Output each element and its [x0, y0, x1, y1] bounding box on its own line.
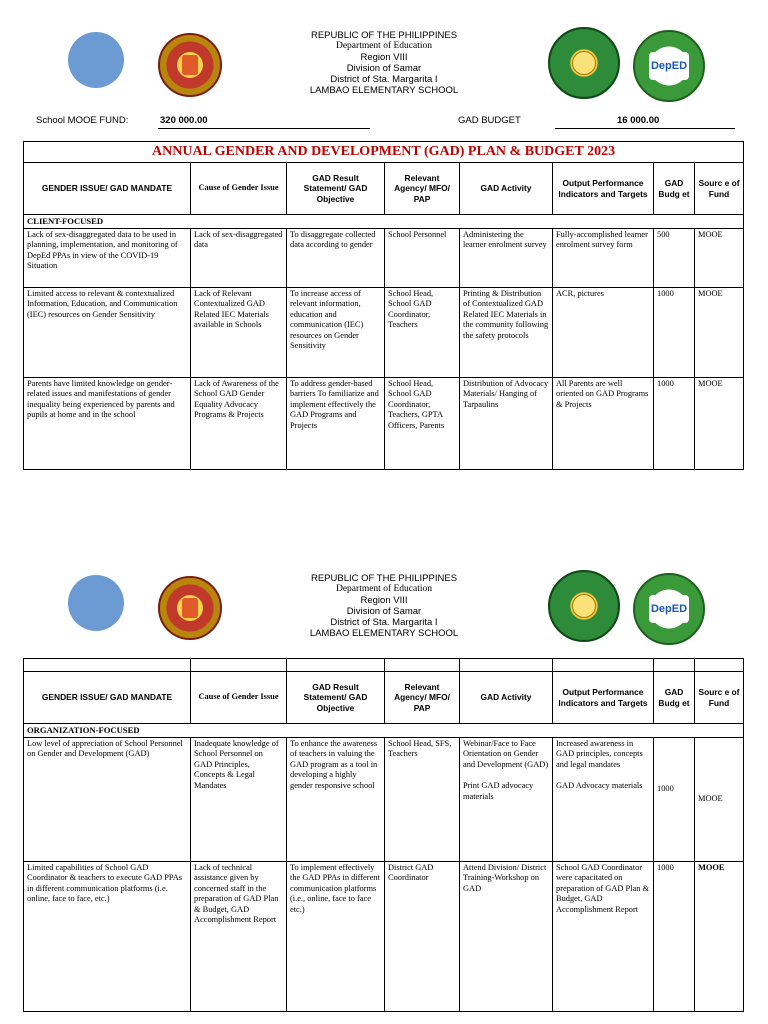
mooe-label: School MOOE FUND: [36, 115, 129, 126]
cell-agency: School Head, School GAD Coordinator, Teachers [385, 287, 460, 377]
cell-objective: To disaggregate collected data according to gender [287, 228, 385, 287]
cell-agency: District GAD Coordinator [385, 861, 460, 1011]
cell-issue: Low level of appreciation of School Personnel on Gender and Development (GAD) [24, 737, 191, 861]
cell-source: MOOE [695, 861, 744, 1011]
cell-cause: Lack of Awareness of the School GAD Gender Equality Advocacy Programs & Projects [191, 377, 287, 469]
header-region: Region VIII [360, 52, 408, 63]
cell-agency: School Head, School GAD Coordinator, Teachers, GPTA Officers, Parents [385, 377, 460, 469]
page-header-2 [0, 565, 768, 655]
cell-budget: 500 [654, 228, 695, 287]
table-row [24, 377, 744, 469]
header-republic: REPUBLIC OF THE PHILIPPINES [310, 573, 458, 584]
cell-output: School GAD Coordinator were capacitated on preparation of GAD Plan & Budget, GAD Accomplishment Report [553, 861, 654, 1011]
header-department: Department of Education [335, 41, 433, 51]
cell-issue: Limited access to relevant & contextualized Information, Education, and Communication (IEC) resources on Gender Sensitivity [24, 287, 191, 377]
cell-objective: To address gender-based barriers To familiarize and implement effectively the GAD Programs and Projects [287, 377, 385, 469]
cell-activity [460, 737, 553, 861]
table-row [24, 287, 744, 377]
table-row [24, 737, 744, 861]
header-department: Department of Education [335, 584, 433, 594]
cell-objective: To increase access of relevant information, education and communication (IEC) resources on Gender Sensitivity [287, 287, 385, 377]
cell-cause: Lack of Relevant Contextualized GAD Related IEC Materials available in Schools [191, 287, 287, 377]
col-gender-issue: GENDER ISSUE/ GAD MANDATE [24, 163, 191, 215]
activity-print: Print GAD advocacy materials [463, 781, 534, 801]
page-header-1 [0, 22, 768, 112]
cell-issue: Lack of sex-disaggregated data to be used in planning, implementation, and monitoring of DepEd PPAs in view of the COVID-19 Situation [24, 228, 191, 287]
section-label: CLIENT-FOCUSED [24, 215, 744, 229]
cell-budget: 1000 [654, 377, 695, 469]
cell-source: MOOE [695, 737, 744, 861]
header-school: LAMBAO ELEMENTARY SCHOOL [309, 628, 459, 639]
header-republic: REPUBLIC OF THE PHILIPPINES [310, 30, 458, 41]
cell-cause: Inadequate knowledge of School Personnel on GAD Principles, Concepts & Legal Mandates [191, 737, 287, 861]
cell-output [553, 737, 654, 861]
output-materials: GAD Advocacy materials [556, 781, 643, 790]
lambao-school-seal-icon: DepED [633, 30, 705, 102]
section-label: ORGANIZATION-FOCUSED [24, 724, 744, 738]
col-agency: Relevant Agency/ MFO/ PAP [385, 672, 460, 724]
col-output: Output Performance Indicators and Targets [553, 672, 654, 724]
district-sta-margarita-seal-icon [548, 570, 620, 642]
activity-orientation: Webinar/Face to Face Orientation on Gender and Development (GAD) [463, 738, 549, 769]
cell-agency: School Head, SFS, Teachers [385, 737, 460, 861]
cell-budget: 1000 [654, 861, 695, 1011]
table-header-row [24, 163, 744, 215]
gad-budget-label: GAD BUDGET [458, 115, 521, 126]
col-gender-issue: GENDER ISSUE/ GAD MANDATE [24, 672, 191, 724]
cell-issue: Parents have limited knowledge on gender-related issues and manifestations of gender inequality being experienced by parents and pupils at home and in the school [24, 377, 191, 469]
cell-activity: Distribution of Advocacy Materials/ Hanging of Tarpaulins [460, 377, 553, 469]
output-awareness: Increased awareness in GAD principles, concepts and legal mandates [556, 738, 643, 769]
cell-activity: Printing & Distribution of Contextualized GAD Related IEC Materials in the community following the safety protocols [460, 287, 553, 377]
header-region: Region VIII [360, 595, 408, 606]
cell-output: All Parents are well oriented on GAD Programs & Projects [553, 377, 654, 469]
gad-plan-table-client [23, 141, 744, 470]
cell-budget: 1000 [654, 737, 695, 861]
col-output: Output Performance Indicators and Targets [553, 163, 654, 215]
table-header-row [24, 672, 744, 724]
mooe-value: 320 000.00 [158, 115, 370, 129]
lambao-school-seal-icon: DepED [633, 573, 705, 645]
col-source: Sourc e of Fund [695, 163, 744, 215]
cell-objective: To enhance the awareness of teachers in valuing the GAD program as a tool in developing a highly gender responsive school [287, 737, 385, 861]
col-agency: Relevant Agency/ MFO/ PAP [385, 163, 460, 215]
gad-plan-table-organization [23, 658, 744, 1012]
cell-cause: Lack of technical assistance given by concerned staff in the preparation of GAD Plan & Budget, GAD Accomplishment Report [191, 861, 287, 1011]
col-budget: GAD Budg et [654, 672, 695, 724]
page-title: ANNUAL GENDER AND DEVELOPMENT (GAD) PLAN & BUDGET 2023 [24, 142, 744, 163]
cell-agency: School Personnel [385, 228, 460, 287]
cell-budget: 1000 [654, 287, 695, 377]
cell-source: MOOE [695, 287, 744, 377]
fund-row [0, 113, 768, 131]
col-activity: GAD Activity [460, 163, 553, 215]
col-objective: GAD Result Statement/ GAD Objective [287, 163, 385, 215]
col-activity: GAD Activity [460, 672, 553, 724]
col-budget: GAD Budg et [654, 163, 695, 215]
header-division: Division of Samar [346, 63, 422, 74]
table-row [24, 861, 744, 1011]
header-district: District of Sta. Margarita I [330, 74, 438, 85]
col-objective: GAD Result Statement/ GAD Objective [287, 672, 385, 724]
col-cause: Cause of Gender Issue [191, 163, 287, 215]
table-row [24, 228, 744, 287]
header-division: Division of Samar [346, 606, 422, 617]
cell-output: ACR, pictures [553, 287, 654, 377]
col-source: Sourc e of Fund [695, 672, 744, 724]
district-sta-margarita-seal-icon [548, 27, 620, 99]
cell-activity: Administering the learner enrolment survey [460, 228, 553, 287]
cell-cause: Lack of sex-disaggregated data [191, 228, 287, 287]
cell-activity: Attend Division/ District Training-Workshop on GAD [460, 861, 553, 1011]
cell-issue: Limited capabilities of School GAD Coordinator & teachers to execute GAD PPAs in different communication platforms (i.e. online, face to face, etc.) [24, 861, 191, 1011]
cell-output: Fully-accomplished learner enrolment survey form [553, 228, 654, 287]
cell-source: MOOE [695, 377, 744, 469]
header-school: LAMBAO ELEMENTARY SCHOOL [309, 85, 459, 96]
header-district: District of Sta. Margarita I [330, 617, 438, 628]
gad-budget-value: 16 000.00 [555, 115, 735, 129]
col-cause: Cause of Gender Issue [191, 672, 287, 724]
cell-source: MOOE [695, 228, 744, 287]
cell-objective: To implement effectively the GAD PPAs in different communication platforms (i.e., online, face to face etc.) [287, 861, 385, 1011]
